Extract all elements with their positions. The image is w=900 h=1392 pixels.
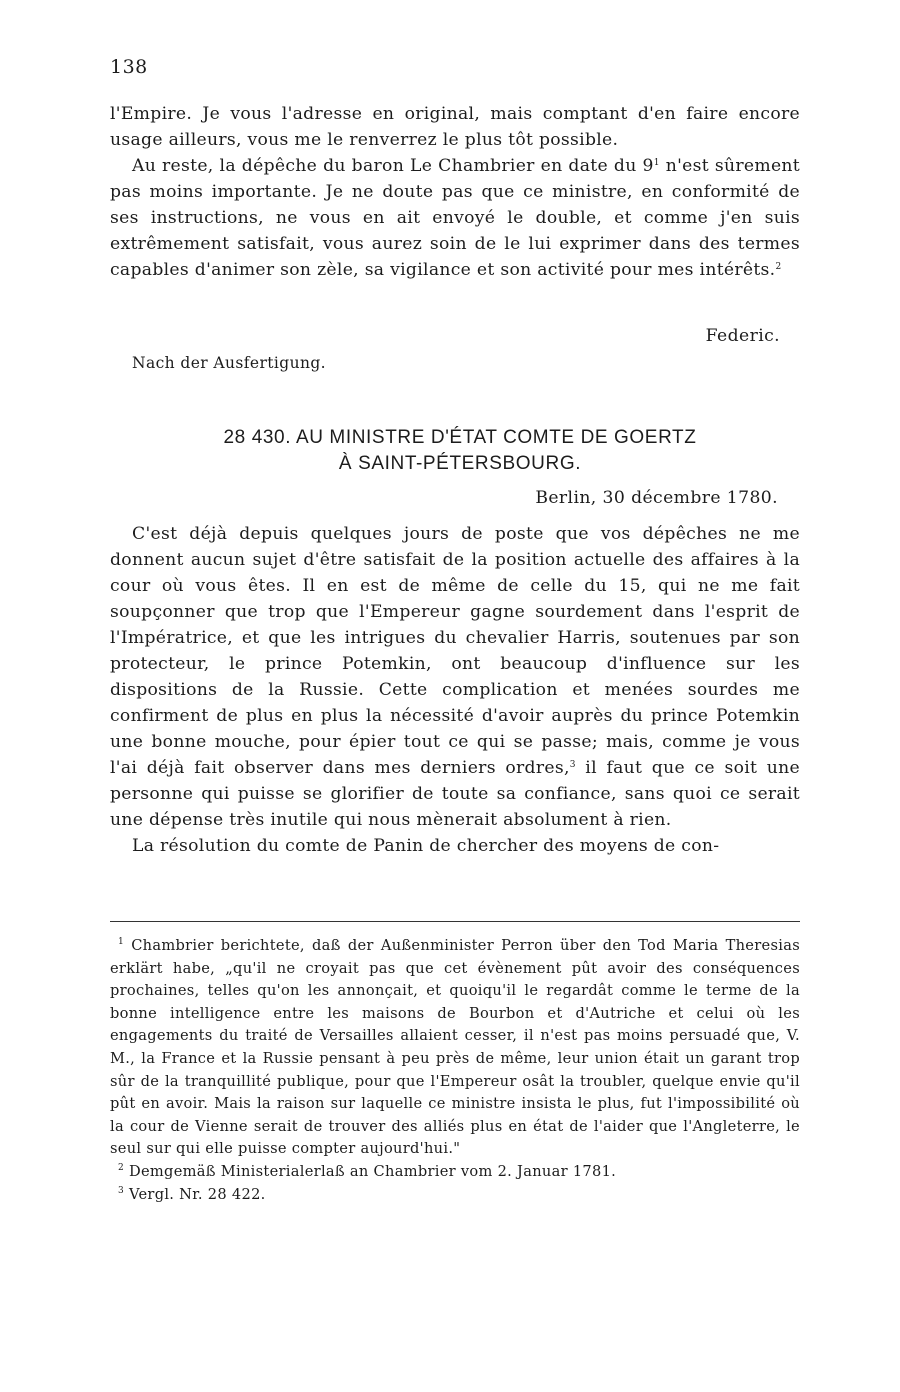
- signature: Federic.: [705, 326, 780, 346]
- footnote-number: 3: [118, 1185, 125, 1196]
- paragraph: [110, 153, 800, 283]
- footnote-marker: 1: [653, 158, 660, 168]
- paragraph-text: Au reste, la dépêche du baron Le Chambrier en date du 9: [132, 156, 654, 176]
- letter-heading: [110, 425, 810, 477]
- dateline: Berlin, 30 décembre 1780.: [535, 488, 778, 508]
- paragraph-text: C'est déjà depuis quelques jours de poste que vos dépêches ne me donnent aucun sujet d'être satisfait de la position actuelle des affaires à la cour où vous êtes. Il en est de même de celle du 15, qui ne me fait soupçonner que trop que l'Empereur gagne sourdement dans l'esprit de l'Impératrice, et que les intrigues du chevalier Harris, soutenues par son protecteur, le prince Potemkin, ont beaucoup d'influence sur les dispositions de la Russie. Cette complication et menées sourdes me confirment de plus en plus la nécessité d'avoir auprès du prince Potemkin une bonne mouche, pour épier tout ce qui se passe; mais, comme je vous l'ai déjà fait observer dans mes derniers ordres,: [110, 524, 800, 778]
- letter-continuation: [110, 101, 800, 283]
- footnote-number: 2: [118, 1162, 125, 1173]
- footnote-divider: [110, 921, 800, 922]
- source-note: Nach der Ausfertigung.: [132, 354, 326, 372]
- paragraph: La résolution du comte de Panin de chercher des moyens de con-: [132, 836, 720, 856]
- footnote-marker: 2: [775, 262, 782, 272]
- footnote-text: Vergl. Nr. 28 422.: [128, 1185, 266, 1203]
- footnote-text: Chambrier berichtete, daß der Außenminister Perron über den Tod Maria Theresias erklärt habe, „qu'il ne croyait pas que cet évènement pût avoir des conséquences prochaines, telles qu'on les annonçait, et quoiqu'il le regardât comme le terme de la bonne intelligence entre les maisons de Bourbon et d'Autriche et celui où les engagements du traité de Versailles allaient cesser, il n'est pas moins persuadé que, V. M., la France et la Russie pensant à peu près de même, leur union était un garant trop sûr de la tranquillité publique, pour que l'Empereur osât la troubler, quelque envie qu'il pût en avoir. Mais la raison sur laquelle ce ministre insista le plus, fut l'impossibilité où la cour de Vienne serait de trouver des alliés plus en état de l'aider que l'Angleterre, le seul sur qui elle puisse compter aujourd'hui.": [110, 937, 800, 1158]
- heading-line: À SAINT-PÉTERSBOURG.: [338, 453, 582, 474]
- footnote-marker: 3: [569, 760, 576, 770]
- heading-line: 28 430. AU MINISTRE D'ÉTAT COMTE DE GOERTZ: [223, 427, 697, 448]
- footnote-text: Demgemäß Ministerialerlaß an Chambrier vom 2. Januar 1781.: [128, 1162, 617, 1180]
- footnote-number: 1: [118, 937, 125, 947]
- letter-body: [110, 521, 800, 859]
- page-number: 138: [110, 56, 148, 78]
- footnote: [110, 1184, 800, 1207]
- paragraph: l'Empire. Je vous l'adresse en original, mais comptant d'en faire encore usage ailleurs, vous me le renverrez le plus tôt possible.: [110, 104, 800, 150]
- footnote: [110, 1161, 800, 1184]
- footnotes: [110, 935, 800, 1206]
- paragraph: [110, 521, 800, 833]
- footnote: [110, 935, 800, 1161]
- paragraph-text: il faut que ce soit une personne qui puisse se glorifier de toute sa confiance, sans quoi ce serait une dépense très inutile qui nous mènerait absolument à rien.: [110, 758, 800, 830]
- paragraph-text: n'est sûrement pas moins importante. Je ne doute pas que ce ministre, en conformité de ses instructions, ne vous en ait envoyé le double, et comme j'en suis extrêmement satisfait, vous aurez soin de le lui exprimer dans des termes capables d'animer son zèle, sa vigilance et son activité pour mes intérêts.: [110, 156, 801, 280]
